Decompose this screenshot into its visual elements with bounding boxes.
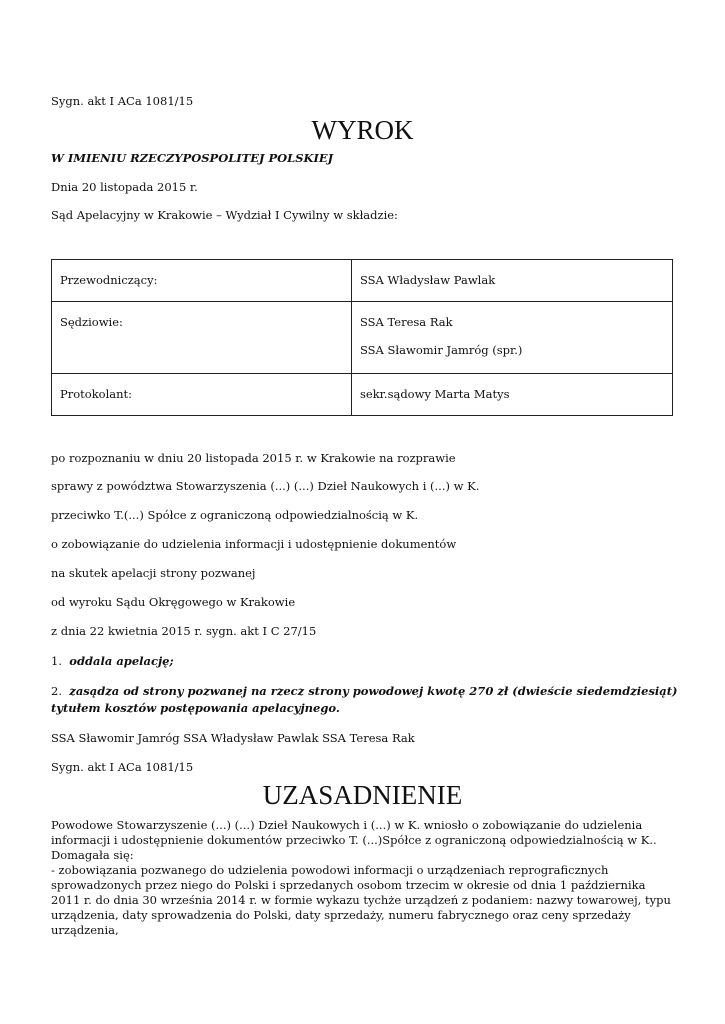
case-number-top: Sygn. akt I ACa 1081/15 <box>51 94 194 108</box>
table-row <box>52 302 673 374</box>
body-line: z dnia 22 kwietnia 2015 r. sygn. akt I C 27/15 <box>51 624 317 638</box>
body-line: na skutek apelacji strony pozwanej <box>51 566 256 580</box>
court-line: Sąd Apelacyjny w Krakowie – Wydział I Cywilny w składzie: <box>51 208 398 222</box>
case-number-bottom: Sygn. akt I ACa 1081/15 <box>51 760 194 774</box>
judge-2: SSA Sławomir Jamróg (spr.) <box>360 343 523 357</box>
body-line: od wyroku Sądu Okręgowego w Krakowie <box>51 595 296 609</box>
clerk-label: Protokolant: <box>52 374 352 416</box>
body-line: o zobowiązanie do udzielenia informacji i udostępnienie dokumentów <box>51 537 457 551</box>
justification-paragraph-2: - zobowiązania pozwanego do udzielenia powodowi informacji o urządzeniach reprograficznych sprowadzonych przez niego do Polski i sprzedanych osobom trzecim w okresie od dnia 1 października 2011 r. do dnia 30 września 2014 r. w formie wykazu tychże urządzeń z podaniem: nazwy towarowej, typu urządzenia, daty sprowadzenia do Polski, daty sprzedaży, numeru fabrycznego oraz ceny sprzedaży urządzenia, <box>51 863 671 937</box>
judge-1: SSA Teresa Rak <box>360 315 453 329</box>
judges-cell <box>352 302 673 374</box>
table-row <box>52 374 673 416</box>
clerk-value: sekr.sądowy Marta Matys <box>352 374 673 416</box>
table-row <box>52 260 673 302</box>
verdict-item-1-number: 1. <box>51 654 62 668</box>
presiding-value: SSA Władysław Pawlak <box>352 260 673 302</box>
presiding-label: Przewodniczący: <box>52 260 352 302</box>
verdict-item-1-text: oddala apelację; <box>69 654 174 668</box>
verdict-item-1 <box>51 654 174 669</box>
signatures: SSA Sławomir Jamróg SSA Władysław Pawlak SSA Teresa Rak <box>51 731 415 745</box>
body-line: po rozpoznaniu w dniu 20 listopada 2015 r. w Krakowie na rozprawie <box>51 451 456 465</box>
justification-title: UZASADNIENIE <box>262 780 463 810</box>
date-line: Dnia 20 listopada 2015 r. <box>51 180 198 194</box>
body-line: sprawy z powództwa Stowarzyszenia (...) (...) Dzieł Naukowych i (...) w K. <box>51 479 480 493</box>
justification-paragraph-1: Powodowe Stowarzyszenie (...) (...) Dzieł Naukowych i (...) w K. wniosło o zobowiązanie do udzielenia informacji i udostępnienie dokumentów przeciwko T. (...)Spółce z ograniczoną odpowiedzialnością w K.. Domagała się: <box>51 818 657 862</box>
court-composition-table <box>51 259 673 416</box>
judges-label: Sędziowie: <box>52 302 352 374</box>
sovereign-heading: W IMIENIU RZECZYPOSPOLITEJ POLSKIEJ <box>51 151 334 165</box>
body-line: przeciwko T.(...) Spółce z ograniczoną odpowiedzialnością w K. <box>51 508 419 522</box>
verdict-item-2 <box>51 684 678 699</box>
verdict-title: WYROK <box>311 115 414 145</box>
verdict-item-2-number: 2. <box>51 684 62 698</box>
verdict-item-2-continuation: tytułem kosztów postępowania apelacyjnego. <box>51 701 340 715</box>
verdict-item-2-text: zasądza od strony pozwanej na rzecz strony powodowej kwotę 270 zł (dwieście siedemdziesiąt) <box>69 684 678 698</box>
